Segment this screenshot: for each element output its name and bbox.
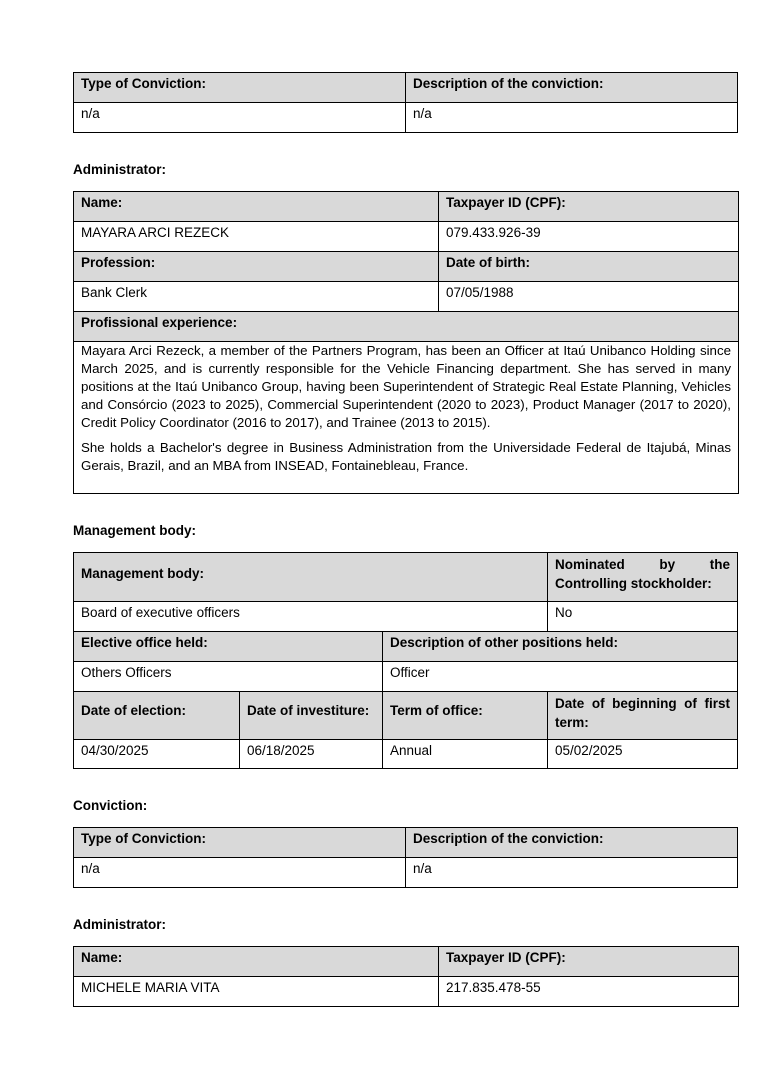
experience-header: Profissional experience: [73, 311, 739, 342]
experience-text [73, 341, 739, 494]
nominated-header: Nominated by the Controlling stockholder: [547, 552, 738, 602]
cpf-value: 217.835.478-55 [438, 976, 739, 1007]
conviction-description-value: n/a [405, 102, 738, 133]
dob-header: Date of birth: [438, 251, 739, 282]
other-positions-value: Officer [382, 661, 738, 692]
name-value: MAYARA ARCI REZECK [73, 221, 439, 252]
elective-office-value: Others Officers [73, 661, 383, 692]
election-date-header: Date of election: [73, 691, 240, 740]
conviction-type-value: n/a [73, 102, 406, 133]
conviction-heading: Conviction: [73, 798, 148, 813]
management-body-heading: Management body: [73, 523, 197, 538]
first-term-header: Date of beginning of first term: [547, 691, 738, 740]
name-value: MICHELE MARIA VITA [73, 976, 439, 1007]
elective-office-header: Elective office held: [73, 631, 383, 662]
term-of-office-value: Annual [382, 739, 548, 769]
conviction-type-header: Type of Conviction: [73, 827, 406, 858]
investiture-date-header: Date of investiture: [239, 691, 383, 740]
nominated-value: No [547, 601, 738, 632]
other-positions-header: Description of other positions held: [382, 631, 738, 662]
conviction-description-header: Description of the conviction: [405, 72, 738, 103]
cpf-value: 079.433.926-39 [438, 221, 739, 252]
administrator-heading: Administrator: [73, 917, 167, 932]
name-header: Name: [73, 191, 439, 222]
term-of-office-header: Term of office: [382, 691, 548, 740]
cpf-header: Taxpayer ID (CPF): [438, 191, 739, 222]
conviction-type-value: n/a [73, 857, 406, 888]
profession-value: Bank Clerk [73, 281, 439, 312]
conviction-description-value: n/a [405, 857, 738, 888]
investiture-date-value: 06/18/2025 [239, 739, 383, 769]
administrator-heading: Administrator: [73, 162, 167, 177]
conviction-type-header: Type of Conviction: [73, 72, 406, 103]
profession-header: Profession: [73, 251, 439, 282]
conviction-description-header: Description of the conviction: [405, 827, 738, 858]
cpf-header: Taxpayer ID (CPF): [438, 946, 739, 977]
management-body-value: Board of executive officers [73, 601, 548, 632]
experience-paragraph-2: She holds a Bachelor's degree in Business Administration from the Universidade Federal de Itajubá, Minas Gerais, Brazil, and an MBA from INSEAD, Fontainebleau, France. [81, 440, 731, 473]
dob-value: 07/05/1988 [438, 281, 739, 312]
first-term-value: 05/02/2025 [547, 739, 738, 769]
name-header: Name: [73, 946, 439, 977]
experience-paragraph-1: Mayara Arci Rezeck, a member of the Partners Program, has been an Officer at Itaú Unibanco Holding since March 2025, and is currently responsible for the Vehicle Financing department. She has served in many positions at the Itaú Unibanco Group, having been Superintendent of Strategic Real Estate Planning, Vehicles and Consórcio (2023 to 2025), Commercial Superintendent (2020 to 2023), Product Manager (2017 to 2020), Credit Policy Coordinator (2016 to 2017), and Trainee (2013 to 2015). [81, 343, 731, 430]
management-body-header: Management body: [73, 552, 548, 602]
election-date-value: 04/30/2025 [73, 739, 240, 769]
